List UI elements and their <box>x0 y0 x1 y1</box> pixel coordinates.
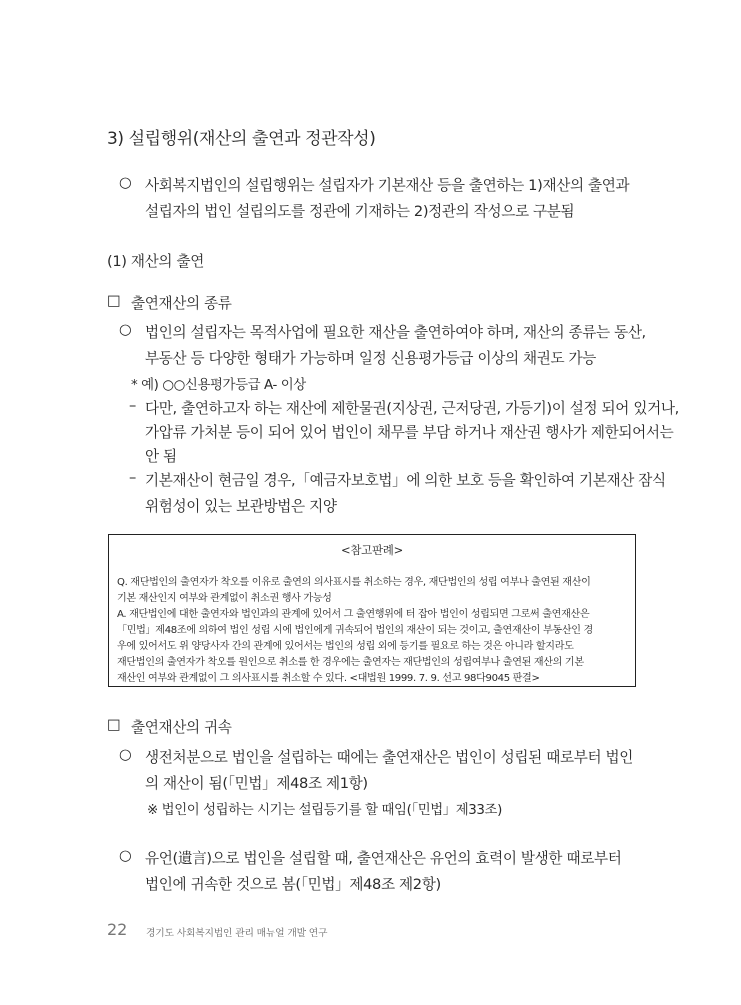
kinds-line-2: 부동산 등 다양한 형태가 가능하며 일정 신용평가등급 이상의 채권도 가능 <box>145 350 597 367</box>
kinds-line-1: 법인의 설립자는 목적사업에 필요한 재산을 출연하여야 하며, 재산의 종류는 동산, <box>145 324 646 341</box>
reference-title: <참고판례> <box>341 543 403 557</box>
reference-box <box>108 534 636 687</box>
intro-line-2: 설립자의 법인 설립의도를 정관에 기재하는 2)정관의 작성으로 구분됨 <box>145 203 575 220</box>
reference-line-1: Q. 재단법인의 출연자가 착오를 이유로 출연의 의사표시를 취소하는 경우, 재단법인의 성립 여부나 출연된 재산이 <box>117 577 591 588</box>
dash2-line-2: 위험성이 있는 보관방법은 지양 <box>145 498 337 515</box>
vesting-box-glyph: □ <box>107 716 121 733</box>
reference-line-3: A. 재단법인에 대한 출연자와 법인과의 관계에 있어서 그 출연행위에 터 잡아 법인이 성립되면 그로써 출연재산은 <box>117 609 590 620</box>
kinds-example: * 예) ○○신용평가등급 A- 이상 <box>131 378 306 393</box>
reference-line-7: 재산인 여부와 관계없이 그 의사표시를 취소할 수 있다. <대법원 1999. 7. 9. 선고 98다9045 판결> <box>117 673 540 684</box>
reference-line-2: 기본 재산인지 여부와 관계없이 취소권 행사 가능성 <box>117 593 332 604</box>
page-number: 22 <box>107 920 128 939</box>
vesting-title: 출연재산의 귀속 <box>131 719 232 736</box>
vesting-item1-note: ※ 법인이 성립하는 시기는 설립등기를 할 때임(「민법」제33조) <box>147 803 502 818</box>
vesting-item2-bullet: ○ <box>119 847 132 864</box>
subsection-heading: (1) 재산의 출연 <box>107 253 204 270</box>
footer-title: 경기도 사회복지법인 관리 매뉴얼 개발 연구 <box>146 928 328 939</box>
vesting-item2-line-1: 유언(遺言)으로 법인을 설립할 때, 출연재산은 유언의 효력이 발생한 때로부터 <box>145 850 622 867</box>
intro-bullet: ○ <box>119 174 132 191</box>
dash1-mark: – <box>129 397 136 414</box>
reference-line-6: 재단법인의 출연자가 착오를 원인으로 취소를 한 경우에는 출연자는 재단법인의 성립여부나 출연된 재산의 기본 <box>117 657 584 668</box>
dash1-line-3: 안 됨 <box>145 448 177 465</box>
kinds-box-glyph: □ <box>107 292 121 309</box>
reference-line-5: 우에 있어서도 위 양당사자 간의 관계에 있어서는 법인의 성립 외에 등기를 필요로 하는 것은 아니라 할지라도 <box>117 641 574 652</box>
dash2-line-1: 기본재산이 현금일 경우,「예금자보호법」에 의한 보호 등을 확인하여 기본재산 잠식 <box>145 472 666 489</box>
vesting-item1-line-1: 생전처분으로 법인을 설립하는 때에는 출연재산은 법인이 성립된 때로부터 법인 <box>145 749 633 766</box>
vesting-item1-bullet: ○ <box>119 746 132 763</box>
reference-line-4: 「민법」제48조에 의하여 법인 성립 시에 법인에게 귀속되어 법인의 재산이 되는 것이고, 출연재산이 부동산인 경 <box>117 625 593 636</box>
dash1-line-1: 다만, 출연하고자 하는 재산에 제한물권(지상권, 근저당권, 가등기)이 설정 되어 있거나, <box>145 400 679 417</box>
vesting-item2-line-2: 법인에 귀속한 것으로 봄(「민법」제48조 제2항) <box>145 876 441 893</box>
dash2-mark: – <box>129 469 136 486</box>
section-heading: 3) 설립행위(재산의 출연과 정관작성) <box>107 129 376 149</box>
intro-line-1: 사회복지법인의 설립행위는 설립자가 기본재산 등을 출연하는 1)재산의 출연과 <box>145 177 630 194</box>
kinds-title: 출연재산의 종류 <box>131 295 232 312</box>
kinds-bullet: ○ <box>119 321 132 338</box>
dash1-line-2: 가압류 가처분 등이 되어 있어 법인이 채무를 부담 하거나 재산권 행사가 제한되어서는 <box>145 424 674 441</box>
vesting-item1-line-2: 의 재산이 됨(「민법」제48조 제1항) <box>145 775 368 792</box>
